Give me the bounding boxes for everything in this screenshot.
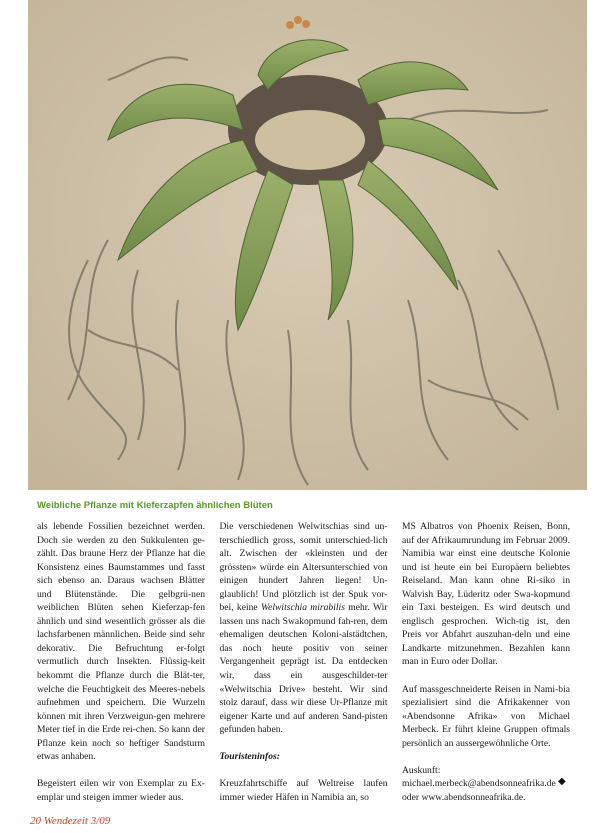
welwitschia-photo [28,0,587,490]
website-link[interactable]: www.abendsonneafrika.de. [421,791,526,803]
paragraph: als lebende Fossilien bezeichnet werden. Doch sie werden zu den Sukkulenten ge-zählt. Das braune Herz der Pflanze hat die Konsistenz eines Baumstammes und fasst sich ebenso an. Daraus wachsen Blätter und Blütenstände. Die gelbgrü-nen weiblichen Blüten sehen Kieferzap-fen ähnlich und sind wesentlich grösser als die lachsfarbenen männlichen. Beide sind sehr dekorativ. Die Befruchtung er-folgt vermutlich durch Insekten. Flüssig-keit bekommt die Pflanze durch die Blät-ter, welche die Feuchtigkeit des Meeres-nebels aufnehmen und speichern. Die Wurzeln können mit ihren Verzweigun-gen mehrere Meter tief in die Erde rei-chen. So kann der Pflanze kein noch so heftiger Sandsturm etwas anhaben. [37,521,205,763]
text-run: mehr. Wir lassen uns nach Swakopmund fah-ren, dem ehemaligen deutschen Koloni-alstädtchen, das noch heute positiv von seiner Vergangenheit geprägt ist. Da entdecken wir, dass ein ausgeschilder-ter «Welwitschia Drive» besteht. Wir sind stolz darauf, dass wir diese Ur-Pflanze mit eigener Karte und auf anderen Sand-pisten gefunden haben. [219,602,388,736]
article-columns [37,520,570,803]
paragraph [220,520,388,737]
column-3 [402,520,570,803]
photo-caption: Weibliche Pflanze mit Kieferzapfen ähnlichen Blüten [37,500,273,511]
section-heading: Touristeninfos: [219,751,280,763]
paragraph: Begeistert eilen wir von Exemplar zu Ex-emplar und steigen immer wieder aus. [37,778,205,803]
contact-label: Auskunft: [402,764,441,776]
paragraph: Auf massgeschneiderte Reisen in Nami-bia spezialisiert sind die Afrikakenner von «Abendsonne Afrika» von Michael Merbeck. Er führt kleine Gruppen oftmals persönlich an aussergewöhnliche Orte. [402,683,570,749]
page-footer: 20 Wendezeit 3/09 [30,815,111,827]
paragraph: MS Albatros von Phoenix Reisen, Bonn, auf der Afrikaumrundung im Februar 2009. Namibia war einst eine deutsche Kolonie und ist heute ein bei Europäern beliebtes Reiseland. Man kann ohne Ri-siko in Walvish Bay, Lüderitz oder Swa-kopmund ein Taxi besteigen. Es wird deutsch und englisch gesprochen. Wich-tig ist, den Preis vor Abfahrt auszuhan-deln und eine Landkarte mitzunehmen. Bezahlen kann man in Euro oder Dollar. [402,521,570,668]
email-link[interactable]: michael.merbeck@abendsonneafrika.de [402,778,556,790]
column-1 [37,520,205,803]
species-name: Welwitschia mirabilis [260,602,345,614]
paragraph: Kreuzfahrtschiffe auf Weltreise laufen immer wieder Häfen in Namibia an, so [219,778,388,803]
column-2 [219,520,388,803]
end-mark: ◆ [558,776,566,787]
plant-illustration [28,0,587,490]
text-run: Die verschiedenen Welwitschias sind un-terschiedlich gross, somit unterschied-lich alt. Zwischen der «kleinsten und der grössten» würde ein Altersunterschied von einigen hundert Jahren liegen! Un-glaublich! Und plötzlich ist der Spuk vor-bei, keine [219,521,388,614]
text-run: oder [402,791,422,803]
